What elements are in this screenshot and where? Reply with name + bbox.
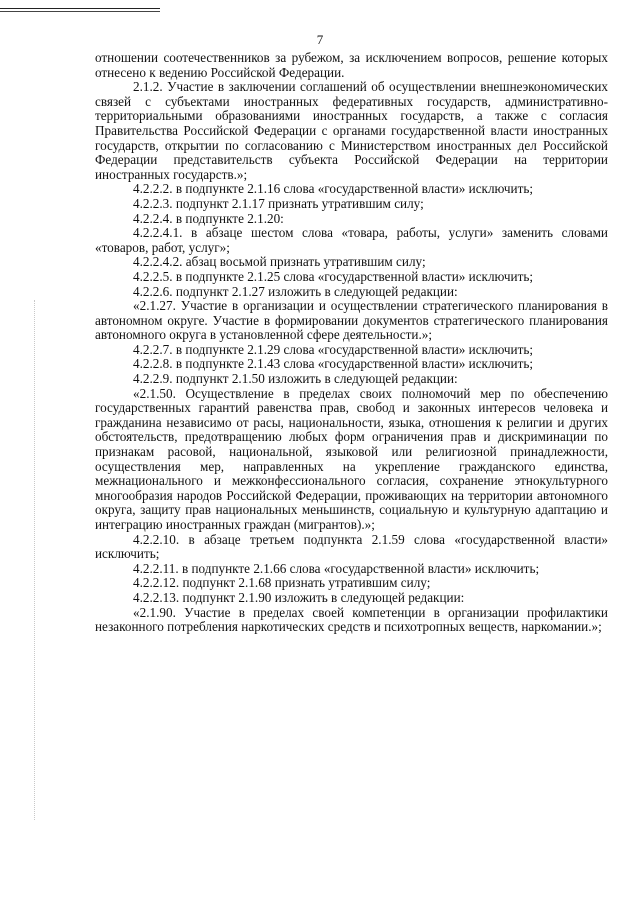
paragraph: отношении соотечественников за рубежом, за исключением вопросов, решение которых отнесено к ведению Российской Федерации. xyxy=(95,50,608,80)
paragraph: 4.2.2.10. в абзаце третьем подпункта 2.1.59 слова «государственной власти» исключить; xyxy=(95,531,608,562)
document-body xyxy=(95,51,608,635)
paragraph: 4.2.2.13. подпункт 2.1.90 изложить в следующей редакции: xyxy=(133,589,465,605)
paragraph: 4.2.2.4.1. в абзаце шестом слова «товара, работы, услуги» заменить словами «товаров, работ, услуг»; xyxy=(95,225,608,255)
paragraph: 4.2.2.8. в подпункте 2.1.43 слова «государственной власти» исключить; xyxy=(133,356,534,372)
paragraph: 4.2.2.7. в подпункте 2.1.29 слова «государственной власти» исключить; xyxy=(133,341,534,357)
paragraph: 4.2.2.3. подпункт 2.1.17 признать утратившим силу; xyxy=(133,195,424,211)
paragraph: «2.1.27. Участие в организации и осуществлении стратегического планирования в автономном округе. Участие в формировании документов стратегического планирования автономного округа в установленной сфере деятельности.»; xyxy=(95,298,608,343)
paragraph: 4.2.2.4.2. абзац восьмой признать утратившим силу; xyxy=(133,254,426,270)
scan-edge-dots xyxy=(34,300,35,820)
paragraph: 2.1.2. Участие в заключении соглашений об осуществлении внешнеэкономических связей с субъектами иностранных федеративных государств, административно-территориальными образованиями иностранных государств, а также с согласия Правительства Российской Федерации с органами государственной власти иностранных государств, открытии по согласованию с Министерством иностранных дел Российской Федерации представительств субъекта Российской Федерации на территории иностранных государств.»; xyxy=(95,79,608,182)
paragraph: 4.2.2.11. в подпункте 2.1.66 слова «государственной власти» исключить; xyxy=(133,560,540,576)
page-number: 7 xyxy=(316,32,324,47)
paragraph: 4.2.2.9. подпункт 2.1.50 изложить в следующей редакции: xyxy=(133,371,458,387)
paragraph: 4.2.2.6. подпункт 2.1.27 изложить в следующей редакции: xyxy=(133,283,458,299)
paragraph: «2.1.90. Участие в пределах своей компетенции в организации профилактики незаконного потребления наркотических средств и психотропных веществ, наркомании.»; xyxy=(95,604,608,635)
scan-corner-lines xyxy=(0,0,160,9)
paragraph: «2.1.50. Осуществление в пределах своих полномочий мер по обеспечению государственных гарантий равенства прав, свобод и законных интересов человека и гражданина независимо от расы, национальности, языка, отношения к религии и других обстоятельств, предотвращению любых форм ограничения прав и дискриминации по признакам расовой, национальной, языковой или религиозной принадлежности, осуществления мер, направленных на укрепление гражданского единства, межнационального и межконфессионального согласия, сохранение этнокультурного многообразия народов Российской Федерации, проживающих на территории автономного округа, защиту прав национальных меньшинств, социальную и культурную адаптацию и интеграцию иностранных граждан (мигрантов).»; xyxy=(95,385,608,532)
paragraph: 4.2.2.4. в подпункте 2.1.20: xyxy=(133,210,284,226)
paragraph: 4.2.2.2. в подпункте 2.1.16 слова «государственной власти» исключить; xyxy=(133,181,534,197)
paragraph: 4.2.2.12. подпункт 2.1.68 признать утратившим силу; xyxy=(133,575,431,591)
paragraph: 4.2.2.5. в подпункте 2.1.25 слова «государственной власти» исключить; xyxy=(133,268,534,284)
